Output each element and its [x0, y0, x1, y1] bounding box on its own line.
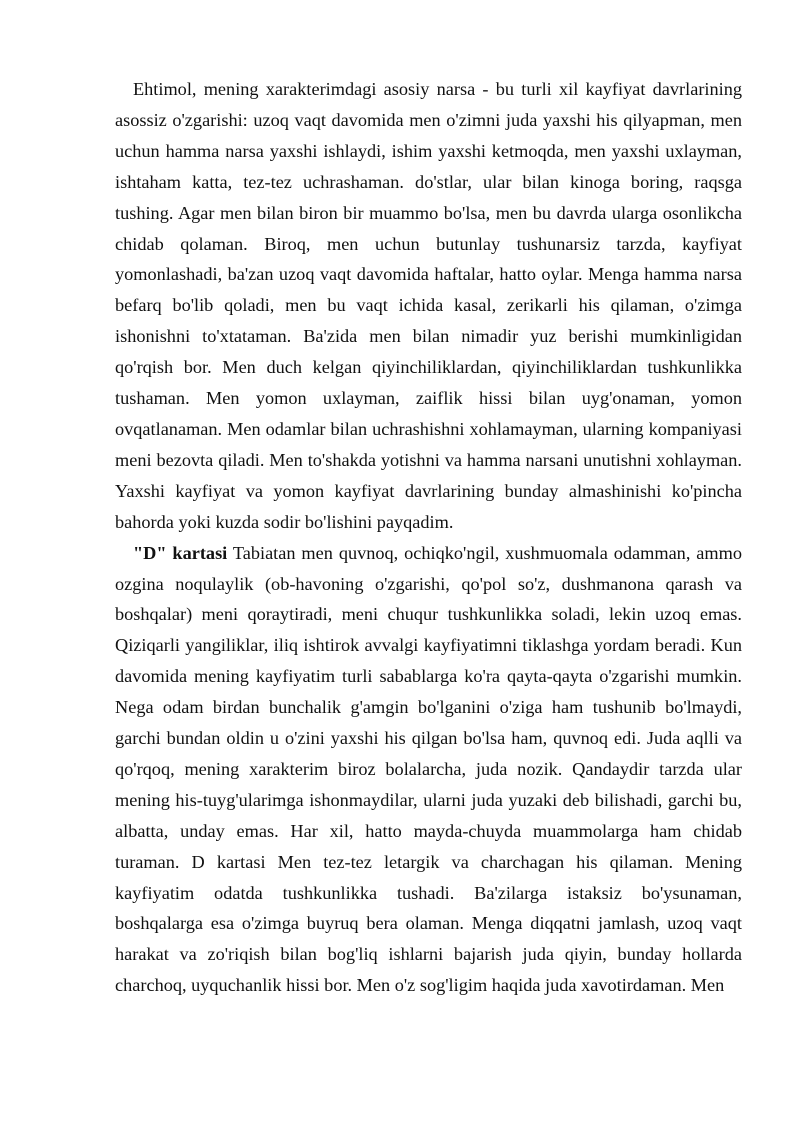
paragraph-2-text: Tabiatan men quvnoq, ochiqko'ngil, xushmuomala odamman, ammo ozgina noqulaylik (ob-havoning o'zgarishi, qo'pol so'z, dushmanona qarash va boshqalar) meni qoraytiradi, meni chuqur tushkunlikka soladi, lekin uzoq emas. Qiziqarli yangiliklar, iliq ishtirok avvalgi kayfiyatimni tiklashga yordam beradi. Kun davomida mening kayfiyatim turli sabablarga ko'ra qayta-qayta o'zgarishi mumkin. Nega odam birdan bunchalik g'amgin bo'lganini o'ziga ham tushunib bo'lmaydi, garchi bundan oldin u o'zini yaxshi his qilgan bo'lsa ham, quvnoq edi. Juda aqlli va qo'rqoq, mening xarakterim biroz bolalarcha, juda nozik. Qandaydir tarzda ular mening his-tuyg'ularimga ishonmaydilar, ularni juda yuzaki deb bilishadi, garchi bu, albatta, unday emas. Har xil, hatto mayda-chuyda muammolarga ham chidab turaman. D kartasi Men tez-tez letargik va charchagan his qilaman. Mening kayfiyatim odatda tushkunlikka tushadi. Ba'zilarga istaksiz bo'ysunaman, boshqalarga esa o'zimga buyruq bera olaman. Menga diqqatni jamlash, uzoq vaqt harakat va zo'riqish bilan bog'liq ishlarni bajarish juda qiyin, bunday hollarda charchoq, uyquchanlik hissi bor. Men o'z sog'ligim haqida juda xavotirdaman. Men	[115, 542, 742, 996]
paragraph-2	[115, 538, 742, 1002]
card-d-heading: "D" kartasi	[133, 542, 228, 563]
paragraph-1: Ehtimol, mening xarakterimdagi asosiy narsa - bu turli xil kayfiyat davrlarining asossiz o'zgarishi: uzoq vaqt davomida men o'zimni juda yaxshi his qilyapman, men uchun hamma narsa yaxshi ishlaydi, ishim yaxshi ketmoqda, men yaxshi uxlayman, ishtaham katta, tez-tez uchrashaman. do'stlar, ular bilan kinoga boring, raqsga tushing. Agar men bilan biron bir muammo bo'lsa, men bu davrda ularga osonlikcha chidab qolaman. Biroq, men uchun butunlay tushunarsiz tarzda, kayfiyat yomonlashadi, ba'zan uzoq vaqt davomida haftalar, hatto oylar. Menga hamma narsa befarq bo'lib qoladi, men bu vaqt ichida kasal, zerikarli his qilaman, o'zimga ishonishni to'xtataman. Ba'zida men bilan nimadir yuz berishi mumkinligidan qo'rqish bor. Men duch kelgan qiyinchiliklardan, qiyinchiliklardan tushkunlikka tushaman. Men yomon uxlayman, zaiflik hissi bilan uyg'onaman, yomon ovqatlanaman. Men odamlar bilan uchrashishni xohlamayman, ularning kompaniyasi meni bezovta qiladi. Men to'shakda yotishni va hamma narsani unutishni xohlayman. Yaxshi kayfiyat va yomon kayfiyat davrlarining bunday almashinishi ko'pincha bahorda yoki kuzda sodir bo'lishini payqadim.	[115, 79, 742, 532]
